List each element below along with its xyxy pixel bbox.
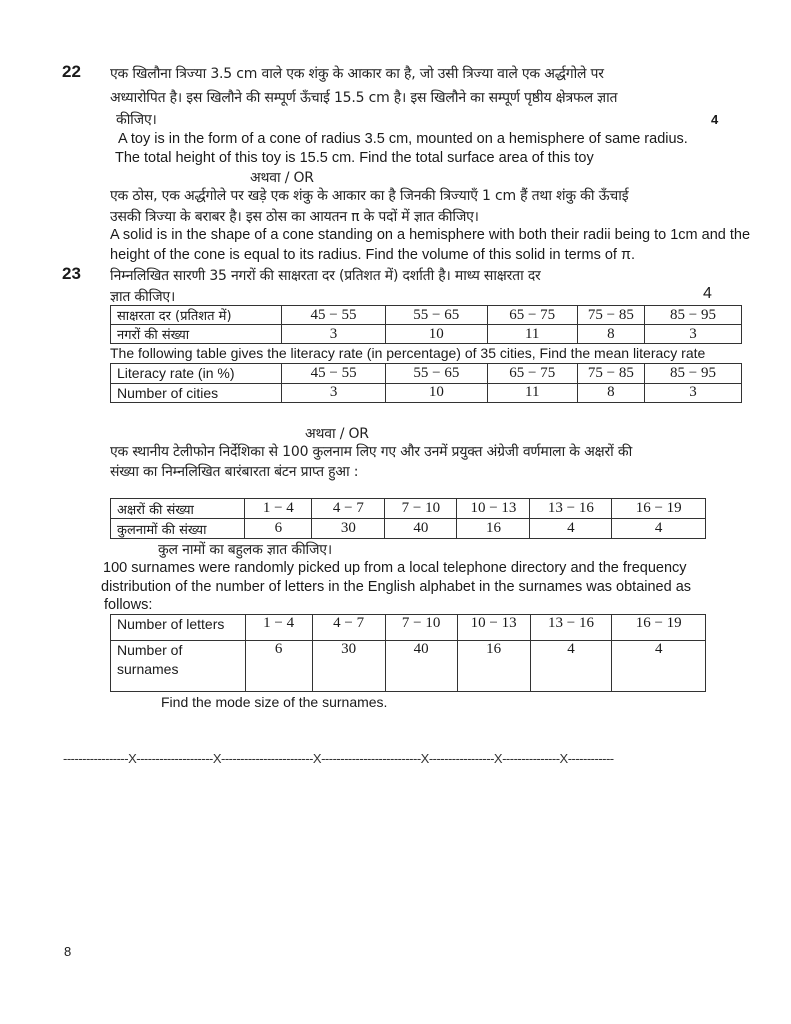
q22-hindi-line-2: अध्यारोपित है। इस खिलौने की सम्पूर्ण ऊँचाई 15.5 cm है। इस खिलौने का सम्पूर्ण पृष्ठीय क्षेत्रफल ज्ञात <box>110 90 618 106</box>
surnames-table-english <box>110 614 706 692</box>
q23-hindi-line-2: ज्ञात कीजिए। <box>110 289 176 305</box>
q23-alt-hindi-line-1: एक स्थानीय टेलीफोन निर्देशिका से 100 कुलनाम लिए गए और उनमें प्रयुक्त अंग्रेजी वर्णमाला के अक्षरों की <box>110 444 633 460</box>
q23-alt-hindi-question: कुल नामों का बहुलक ज्ञात कीजिए। <box>158 542 332 558</box>
table-cell: 10 <box>385 383 487 403</box>
table-cell: नगरों की संख्या <box>111 325 282 344</box>
table-cell: Number of cities <box>111 383 282 403</box>
q23-hindi-line-1: निम्नलिखित सारणी 35 नगरों की साक्षरता दर (प्रतिशत में) दर्शाती है। माध्य साक्षरता दर <box>110 268 541 284</box>
table-cell: 10 − 13 <box>457 499 530 519</box>
table-row <box>111 641 706 692</box>
q23-alt-english-line-3: follows: <box>104 597 153 613</box>
q23-alt-english-line-2: distribution of the number of letters in the English alphabet in the surnames was obtained as <box>101 579 692 595</box>
table-cell: 10 <box>385 325 487 344</box>
literacy-table-english <box>110 363 742 403</box>
table-cell: 3 <box>282 383 386 403</box>
surnames-table-hindi <box>110 498 706 539</box>
table-cell: 3 <box>282 325 386 344</box>
table-cell: 4 − 7 <box>312 499 385 519</box>
table-cell: 85 − 95 <box>645 364 742 384</box>
q22-english-line-1: A toy is in the form of a cone of radius 3.5 cm, mounted on a hemisphere of same radius. <box>118 131 688 147</box>
table-cell: 65 − 75 <box>487 306 577 325</box>
table-cell: Literacy rate (in %) <box>111 364 282 384</box>
table-cell: अक्षरों की संख्या <box>111 499 245 519</box>
table-row <box>111 615 706 641</box>
table-cell: 75 − 85 <box>577 306 644 325</box>
table-cell: 10 − 13 <box>457 615 530 641</box>
table-cell: 4 <box>612 641 706 692</box>
q22-hindi-line-3: कीजिए। <box>116 112 157 128</box>
table-cell: Number of letters <box>111 615 246 641</box>
table-cell: 45 − 55 <box>282 306 386 325</box>
table-cell: 3 <box>645 383 742 403</box>
table-cell: 55 − 65 <box>385 364 487 384</box>
q23-alt-hindi-line-2: संख्या का निम्नलिखित बारंबारता बंटन प्राप्त हुआ : <box>110 464 359 480</box>
q23-or-label: अथवा / OR <box>305 426 369 442</box>
table-cell: साक्षरता दर (प्रतिशत में) <box>111 306 282 325</box>
table-cell: 4 <box>530 519 612 539</box>
table-cell: 13 − 16 <box>530 499 612 519</box>
table-cell: Number of surnames <box>111 641 246 692</box>
q23-english-line: The following table gives the literacy rate (in percentage) of 35 cities, Find the mean literacy rate <box>110 345 706 361</box>
q22-hindi-line-1: एक खिलौना त्रिज्या 3.5 cm वाले एक शंकु के आकार का है, जो उसी त्रिज्या वाले एक अर्द्धगोले पर <box>110 66 604 82</box>
table-cell: 55 − 65 <box>385 306 487 325</box>
table-cell: 7 − 10 <box>385 615 457 641</box>
table-cell: 16 − 19 <box>612 615 706 641</box>
q22-alt-english-line-2: height of the cone is equal to its radius. Find the volume of this solid in terms of π. <box>110 247 636 263</box>
table-cell: 16 <box>457 641 530 692</box>
q22-alt-hindi-line-1: एक ठोस, एक अर्द्धगोले पर खड़े एक शंकु के आकार का है जिनकी त्रिज्याएँ 1 cm हैं तथा शंकु की ऊँचाई <box>110 188 629 204</box>
table-cell: 8 <box>577 325 644 344</box>
table-cell: 11 <box>487 383 577 403</box>
table-cell: 13 − 16 <box>530 615 612 641</box>
q22-or-label: अथवा / OR <box>250 170 314 186</box>
table-row <box>111 519 706 539</box>
table-cell: 4 − 7 <box>312 615 385 641</box>
table-cell: कुलनामों की संख्या <box>111 519 245 539</box>
q23-alt-english-question: Find the mode size of the surnames. <box>161 694 388 710</box>
table-cell: 4 <box>612 519 706 539</box>
q23-marks: 4 <box>703 285 712 302</box>
table-cell: 1 − 4 <box>245 499 312 519</box>
q22-marks: 4 <box>711 112 719 127</box>
q23-alt-english-line-1: 100 surnames were randomly picked up from a local telephone directory and the frequency <box>103 560 687 576</box>
table-cell: 30 <box>312 519 385 539</box>
q22-alt-hindi-line-2: उसकी त्रिज्या के बराबर है। इस ठोस का आयतन π के पदों में ज्ञात कीजिए। <box>110 209 479 225</box>
table-cell: 16 − 19 <box>612 499 706 519</box>
literacy-table-hindi <box>110 305 742 344</box>
table-cell: 8 <box>577 383 644 403</box>
table-row <box>111 499 706 519</box>
table-cell: 65 − 75 <box>487 364 577 384</box>
table-cell: 6 <box>245 641 312 692</box>
page-number: 8 <box>64 944 72 959</box>
table-row <box>111 306 742 325</box>
table-cell: 7 − 10 <box>385 499 457 519</box>
table-row <box>111 325 742 344</box>
table-cell: 16 <box>457 519 530 539</box>
table-cell: 40 <box>385 641 457 692</box>
table-cell: 40 <box>385 519 457 539</box>
table-cell: 4 <box>530 641 612 692</box>
table-row <box>111 364 742 384</box>
q22-english-line-2: The total height of this toy is 15.5 cm. Find the total surface area of this toy <box>115 150 594 166</box>
table-cell: 1 − 4 <box>245 615 312 641</box>
table-cell: 11 <box>487 325 577 344</box>
table-cell: 3 <box>645 325 742 344</box>
end-separator: -----------------X--------------------X------------------------X--------------------------X-----------------X---------------X------------ <box>63 751 614 766</box>
table-cell: 6 <box>245 519 312 539</box>
table-cell: 75 − 85 <box>577 364 644 384</box>
table-cell: 45 − 55 <box>282 364 386 384</box>
table-row <box>111 383 742 403</box>
q22-alt-english-line-1: A solid is in the shape of a cone standing on a hemisphere with both their radii being to 1cm and the <box>110 227 751 243</box>
table-cell: 85 − 95 <box>645 306 742 325</box>
question-number-23: 23 <box>62 264 81 283</box>
table-cell: 30 <box>312 641 385 692</box>
question-number-22: 22 <box>62 62 81 81</box>
